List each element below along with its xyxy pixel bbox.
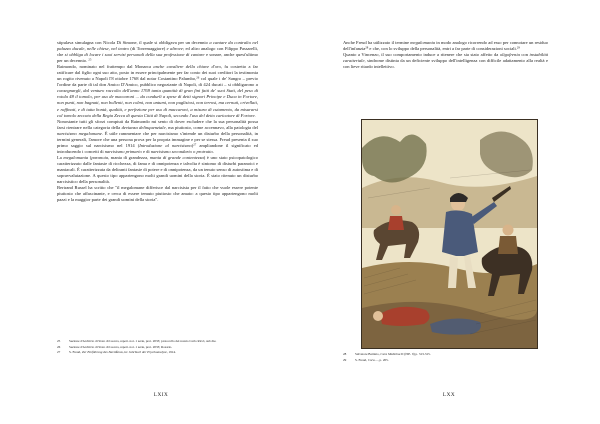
footnote-text [355, 352, 548, 357]
text-run: ..., p. 205. [374, 357, 389, 362]
italic-text: narcisismo primario [104, 148, 142, 154]
italic-text: instabilità caratteriale [343, 52, 548, 64]
text-run: ) [191, 142, 194, 148]
left-body-text [57, 40, 258, 203]
italic-text: Cura Medicina [380, 352, 401, 356]
footnote-number: 26 [57, 344, 61, 349]
paragraph [343, 52, 548, 70]
text-run: S. Freud, [355, 357, 368, 362]
text-run: ; ed altro analogo con Filippo Passarelli, che [57, 46, 259, 58]
italic-text: a cantare da contralto nel palazzo ducale, nelle chiese, nel teatro [57, 40, 258, 52]
text-run: , mania di grandezza, [108, 154, 150, 160]
footnote [343, 352, 548, 357]
italic-text: si obbliga di locare i suoi servizi personali della sua professione di cantare [64, 52, 205, 58]
text-run: , 1914. [166, 350, 176, 355]
rider-right-body [498, 236, 518, 254]
paragraph [57, 185, 258, 203]
text-run: e sonare, anche quest'ultimo per un decennio. [57, 52, 259, 64]
paragraph [57, 40, 258, 64]
text-run: Sezione d'Archivio di Stato di Lucera, repert. not. 1 serie, prot. 2033; protocollo dei notaio Carlo Ricci, sub die. [69, 339, 217, 343]
fallen-figure-head [373, 311, 383, 321]
paragraph [57, 119, 258, 155]
text-run: in modo analogo ricorrendo ad esso per connotare un residuo dell'infanzia [343, 40, 548, 52]
italic-text: devianza delinquenziale [121, 124, 166, 130]
italic-text: narcisismo secondario [150, 148, 192, 154]
footnote-ref[interactable]: 26 [196, 75, 200, 80]
text-run: . [212, 148, 214, 154]
text-run: La [57, 154, 64, 160]
footnote-number: 28 [343, 352, 347, 356]
rider-body [388, 216, 404, 230]
footnote-ref[interactable]: 27 [193, 142, 197, 147]
italic-text: oligofrenia [499, 52, 520, 58]
text-run: e che, con lo sviluppo della personalità, entri a far parte di considerazioni sociali. [368, 46, 517, 52]
paragraph [57, 155, 258, 185]
text-run: , sindrome distinta da un deficiente sviluppo dell'intelligenza con difficile adattamento alla realtà e con lieve ritardo intellettivo. [343, 58, 548, 70]
text-run: Salvatore Battiato, [355, 352, 381, 356]
italic-text: anche cavaliere della chiave d'oro [153, 64, 221, 70]
page-number-left: LXIX [153, 392, 169, 398]
footnote [57, 345, 262, 350]
italic-text: e altrove [166, 46, 183, 52]
text-run: o [191, 148, 197, 154]
italic-text: a consegnargli, dal venturo raccolto dell'anno 1769 tanta quantità di gran fini fatti de' suoi Stati, del peso di rotola 48 il tomolo, per uso de maccaroni ... da condurli a spese di detti signori Principe e Duca in Fortore, non punti, non bagnati, non bollenti, non colmi, non untumi, non puglisiosi, non terrosi, ma cernuti, crivellati, e raffinati, e di tutta bontà, qualità, e perfezione per uso di maccaroni, a misura di cutamento, da misurarsi col tomolo zeccato della Regia Zecca di questa Città di Napoli, secondo l'uso del detto caricatore di Fortore. [57, 82, 258, 118]
text-run: Quanto a Vincenzo, il suo comportamento induce a ritenere che sia stato affetto da [343, 52, 500, 58]
italic-text: Introduzione al narcisismo [139, 142, 192, 148]
footnote-number: 25 [57, 339, 61, 343]
italic-text: megalomania [410, 40, 436, 45]
footnote-ref[interactable]: 29 [516, 45, 520, 50]
text-run: S. Freud, [69, 350, 82, 355]
left-footnotes [57, 339, 262, 356]
text-run: Sezione d'Archivio di Stato di Lucera, repert. not. 1 serie, prot. 2033; Rosario. [69, 344, 173, 349]
text-run: ( [88, 154, 92, 160]
text-run: . È utile rammentare che per narcisismo s'intende un disturbo della personalità, in termini generali, l'amore che una persona prova per la propria immagine e per se stessa. Freud presenta il suo primo saggio sul narcisismo nel 1914 ( [57, 130, 258, 148]
text-run: ) è uno stato psicopatologico caratterizzato dalle fantasie di ricchezza, di fama e di onnipotenza e talvolta è sintomo di disturbi paranoici e maniacali. È caratterizzata da deliranti fantasie di potere e di onnipotenza, da un tenuto senso di autostima e di sopravvalutazione. A questo tipo appartengono molti grandi uomini della storia. È stato ritenuto un disturbo narcisistico della personalità. [57, 154, 258, 185]
rider-right-head [503, 225, 514, 236]
paragraph [57, 64, 258, 118]
text-run: Nonostante tutti gli sforzi compiuti da Raimondo mi sento di dover escludere che la sua personalità possa farsi rientrare nella categoria della [57, 118, 258, 130]
text-run: stipulava simulagna con Nicola Di Simone, il quale si obbligava per un decennio [57, 40, 210, 45]
footnote-ref[interactable]: 28 [365, 45, 369, 50]
text-run: ampliandone il significato ed introducendo i concetti di [57, 142, 259, 154]
text-run: e di [141, 148, 151, 154]
right-footnotes [343, 352, 548, 363]
footnote [57, 339, 262, 344]
text-run: Raimondo, nominato nel frattempo dal Monarca [57, 64, 154, 70]
text-run: , in: [122, 350, 129, 355]
text-run: Bertrand Russel ha scritto che "il megalomane differisce dal narcisista per il fatto che vuole essere potente piuttosto che affascinante, e cerca di essere temuto piuttosto che amato: a questo tipo appartengono molti pazzi e la maggior parte dei grandi uomini della storia". [57, 185, 258, 203]
footnote [343, 358, 548, 363]
rider-head [391, 205, 401, 215]
engraving-illustration [360, 118, 539, 350]
footnote-number: 27 [57, 350, 61, 355]
footnote-number: 29 [343, 357, 347, 362]
italic-text: Jahrbuch der Psychoanalyse [128, 350, 167, 355]
footnote-text [355, 358, 548, 363]
italic-text: mania di grande contentezza [149, 154, 204, 160]
footnote-text [69, 345, 262, 350]
text-run: (di Torremaggiore) [128, 46, 167, 52]
text-run: Anche Freud ha utilizzato il termine [343, 40, 411, 45]
right-page [300, 0, 600, 424]
page-number-right: LXX [442, 392, 456, 398]
text-run: , fu costretto a far ratificare dal figlio ogni suo atto, posto in essere principalmente per far conto dei suoi creditori la testimonia un rogito rivenuto a Napoli l'8 ottobre 1768 dal notar Costantino Palumbo, [57, 64, 258, 82]
footnote-text [69, 339, 262, 344]
italic-text: megalomania [63, 154, 89, 160]
italic-text: protrutto [196, 148, 213, 154]
italic-text: paranoia [91, 154, 109, 160]
footnote-text [69, 350, 262, 355]
italic-text: Zur Einführung des Narzißmus [81, 350, 123, 355]
italic-text: narcisismo megalomane [57, 130, 102, 136]
text-run: II (ISE. 9) p. 313-315. [400, 352, 431, 356]
italic-text: Cura [367, 357, 375, 362]
text-run: con [519, 52, 530, 58]
text-run: , ma piuttosto, come accennavo, alla patologia del [165, 124, 258, 130]
footnote [57, 350, 262, 355]
text-run: col quale i de' Sangro – previo l'ordine da parte di tal don Amico D'Amico, pubblico negoziante di Napoli, di 424 ducati – si obbligarono [57, 76, 258, 88]
right-body-text [343, 40, 548, 70]
paragraph [343, 40, 548, 52]
footnote-ref[interactable]: 25 [88, 57, 92, 62]
